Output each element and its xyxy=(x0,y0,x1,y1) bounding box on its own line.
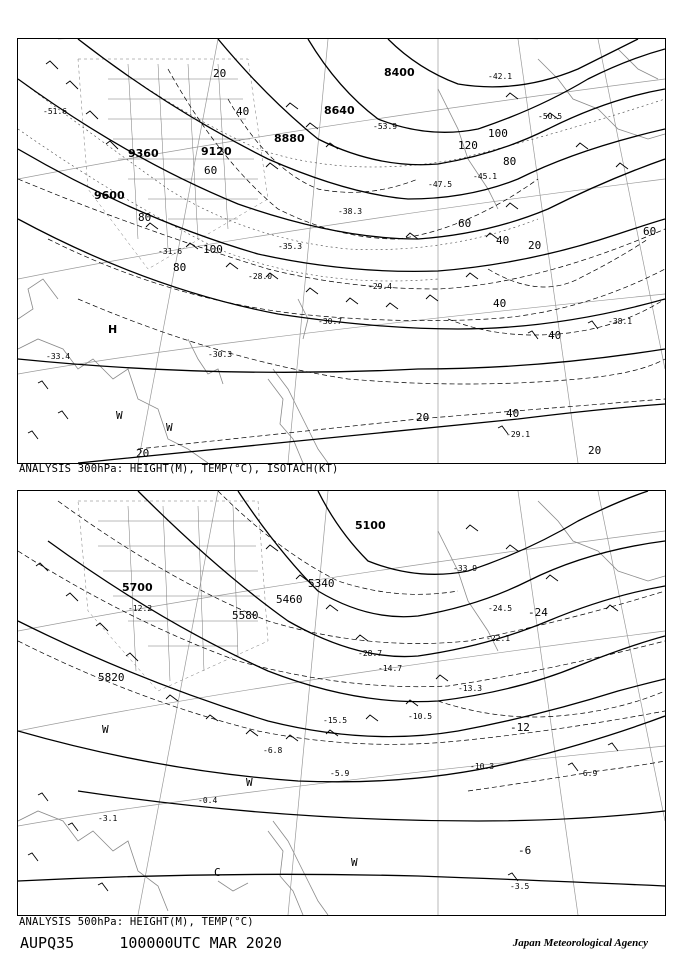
map-500hpa-canvas xyxy=(18,491,665,915)
isotach-label: 100 xyxy=(203,243,223,256)
temp-label: -47.5 xyxy=(428,180,453,189)
caption-500hpa: ANALYSIS 500hPa: HEIGHT(M), TEMP(°C) xyxy=(19,916,254,928)
isotach-label: 80 xyxy=(173,261,187,274)
height-label: 8640 xyxy=(324,104,355,117)
temp-label: -13.3 xyxy=(458,684,483,693)
temp-label: -3.5 xyxy=(510,882,530,891)
isotherm-label: -6 xyxy=(518,844,532,857)
temp-label: -51.6 xyxy=(43,107,68,116)
height-contours xyxy=(18,491,665,886)
coastlines xyxy=(18,501,665,915)
height-label: 8880 xyxy=(274,132,305,145)
temp-label: -24.5 xyxy=(488,604,513,613)
isotach-label: 40 xyxy=(506,407,520,420)
height-label: 5700 xyxy=(122,581,153,594)
isotach-label: 20 xyxy=(213,67,227,80)
warm-center-marker: W xyxy=(246,776,253,789)
isotach-label: 20 xyxy=(528,239,542,252)
temp-label: -10.5 xyxy=(408,712,433,721)
warm-center-marker: W xyxy=(351,856,358,869)
isotach-label: 60 xyxy=(643,225,657,238)
warm-center-marker: W xyxy=(166,421,173,434)
isotach-label: 20 xyxy=(416,411,430,424)
isotach-label: 80 xyxy=(138,211,152,224)
temp-label: -50.5 xyxy=(538,112,563,121)
temp-label: -30.3 xyxy=(208,350,233,359)
temp-label: -6.9 xyxy=(578,769,598,778)
temp-label: -33.4 xyxy=(46,352,71,361)
chart-code-and-time: AUPQ35 100000UTC MAR 2020 xyxy=(20,934,282,952)
high-center-marker: H xyxy=(108,323,118,336)
isotach-label: 40 xyxy=(496,234,510,247)
isotach-label: 80 xyxy=(503,155,517,168)
temp-label: -5.9 xyxy=(330,769,350,778)
isotach-label: 20 xyxy=(136,447,150,460)
cold-center-marker: C xyxy=(214,866,221,879)
isotach-label: 20 xyxy=(588,444,602,457)
height-label: 8400 xyxy=(384,66,415,79)
temp-label: -33.9 xyxy=(453,564,478,573)
height-labels xyxy=(94,66,415,202)
isotach-label: 60 xyxy=(204,164,218,177)
caption-300hpa: ANALYSIS 300hPa: HEIGHT(M), TEMP(°C), ISOTACH(KT) xyxy=(19,463,339,475)
temp-label: -22.1 xyxy=(486,634,511,643)
temp-label: -28.7 xyxy=(358,649,383,658)
temp-label: -0.4 xyxy=(198,796,218,805)
temp-label: -30.7 xyxy=(318,317,343,326)
isotach-label: 40 xyxy=(236,105,250,118)
latlon-grid xyxy=(18,39,665,463)
isotach-label: 40 xyxy=(548,329,562,342)
temp-label: -29.4 xyxy=(368,282,393,291)
temp-label: -38.3 xyxy=(338,207,363,216)
temp-label: -31.6 xyxy=(158,247,183,256)
height-label: 9600 xyxy=(94,189,125,202)
height-label: 9120 xyxy=(201,145,232,158)
isotach-label: 100 xyxy=(488,127,508,140)
height-label: 9360 xyxy=(128,147,159,160)
temp-label: -12.2 xyxy=(128,604,153,613)
isotach-label: 120 xyxy=(458,139,478,152)
temp-label: -6.8 xyxy=(263,746,283,755)
isotherm-label: -24 xyxy=(528,606,548,619)
latlon-grid xyxy=(18,491,665,915)
map-300hpa xyxy=(17,38,666,464)
pressure-centers xyxy=(108,323,173,434)
temp-label: -53.9 xyxy=(373,122,398,131)
temp-label: -14.7 xyxy=(378,664,403,673)
isotherm-lines xyxy=(18,491,665,791)
height-label: 5340 xyxy=(308,577,335,590)
pressure-centers xyxy=(102,723,358,879)
temp-label: -10.3 xyxy=(470,762,495,771)
height-label: 5460 xyxy=(276,593,303,606)
map-500hpa xyxy=(17,490,666,916)
agency-name: Japan Meteorological Agency xyxy=(512,937,648,949)
isotach-label: 40 xyxy=(493,297,507,310)
height-label: 5820 xyxy=(98,671,125,684)
isotherm-label: -12 xyxy=(510,721,530,734)
height-contours xyxy=(18,39,665,463)
temp-label: -38.1 xyxy=(608,317,633,326)
map-300hpa-canvas xyxy=(18,39,665,463)
temp-label: -45.1 xyxy=(473,172,498,181)
temp-label: -15.5 xyxy=(323,716,348,725)
warm-center-marker: W xyxy=(116,409,123,422)
temp-label: -3.1 xyxy=(98,814,118,823)
isotach-label: 60 xyxy=(458,217,472,230)
warm-center-marker: W xyxy=(102,723,109,736)
isotherm-lines xyxy=(18,39,665,281)
temp-label: -28.0 xyxy=(248,272,273,281)
height-label: 5100 xyxy=(355,519,386,532)
temp-label: -35.3 xyxy=(278,242,303,251)
hatched-region xyxy=(78,59,268,269)
temp-label: -42.1 xyxy=(488,72,513,81)
temp-label: -29.1 xyxy=(506,430,531,439)
height-label: 5580 xyxy=(232,609,259,622)
